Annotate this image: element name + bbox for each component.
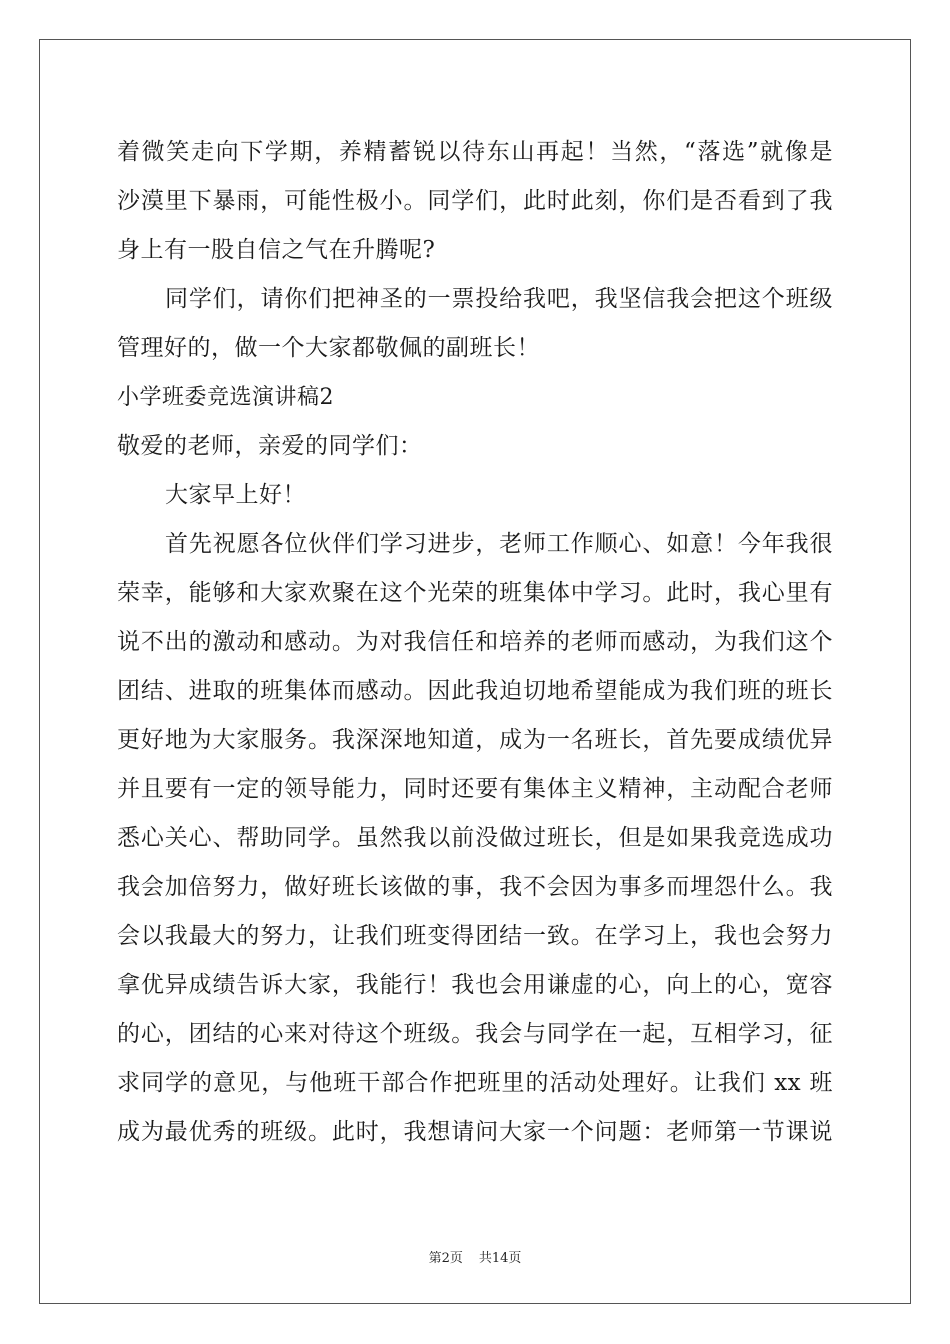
text-line: 成为最优秀的班级。此时，我想请问大家一个问题：老师第一节课说 bbox=[117, 1119, 833, 1145]
text-line: 并且要有一定的领导能力，同时还要有集体主义精神，主动配合老师 bbox=[117, 776, 833, 802]
text-line: 说不出的激动和感动。为对我信任和培养的老师而感动，为我们这个 bbox=[117, 629, 833, 655]
text-line: 荣幸，能够和大家欢聚在这个光荣的班集体中学习。此时，我心里有 bbox=[117, 580, 833, 606]
text-line: 更好地为大家服务。我深深地知道，成为一名班长，首先要成绩优异 bbox=[117, 727, 833, 753]
text-line: 同学们，请你们把神圣的一票投给我吧，我坚信我会把这个班级 bbox=[165, 286, 833, 312]
document-body bbox=[117, 128, 833, 1157]
greeting: 大家早上好！ bbox=[165, 482, 306, 508]
page-footer bbox=[0, 1247, 950, 1266]
text-line: 的心，团结的心来对待这个班级。我会与同学在一起，互相学习，征 bbox=[117, 1021, 833, 1047]
text-line: 管理好的，做一个大家都敬佩的副班长！ bbox=[117, 335, 540, 361]
salutation: 敬爱的老师，亲爱的同学们： bbox=[117, 433, 423, 459]
text-line: 会以我最大的努力，让我们班变得团结一致。在学习上，我也会努力 bbox=[117, 923, 833, 949]
text-line: 求同学的意见，与他班干部合作把班里的活动处理好。让我们 xx 班 bbox=[117, 1070, 833, 1096]
text-line: 拿优异成绩告诉大家，我能行！我也会用谦虚的心，向上的心，宽容 bbox=[117, 972, 833, 998]
text-line: 悉心关心、帮助同学。虽然我以前没做过班长，但是如果我竞选成功 bbox=[117, 825, 833, 851]
text-line: 团结、进取的班集体而感动。因此我迫切地希望能成为我们班的班长 bbox=[117, 678, 833, 704]
page-number: 第2页 bbox=[428, 1251, 463, 1266]
text-line: 首先祝愿各位伙伴们学习进步，老师工作顺心、如意！今年我很 bbox=[165, 531, 833, 557]
text-line: 身上有一股自信之气在升腾呢? bbox=[117, 237, 436, 263]
text-line: 着微笑走向下学期，养精蓄锐以待东山再起！当然，“落选”就像是 bbox=[117, 139, 833, 165]
text-line: 沙漠里下暴雨，可能性极小。同学们，此时此刻，你们是否看到了我 bbox=[117, 188, 833, 214]
page-total: 共14页 bbox=[478, 1251, 522, 1266]
text-line: 我会加倍努力，做好班长该做的事，我不会因为事多而埋怨什么。我 bbox=[117, 874, 833, 900]
section-title: 小学班委竞选演讲稿2 bbox=[117, 385, 334, 410]
